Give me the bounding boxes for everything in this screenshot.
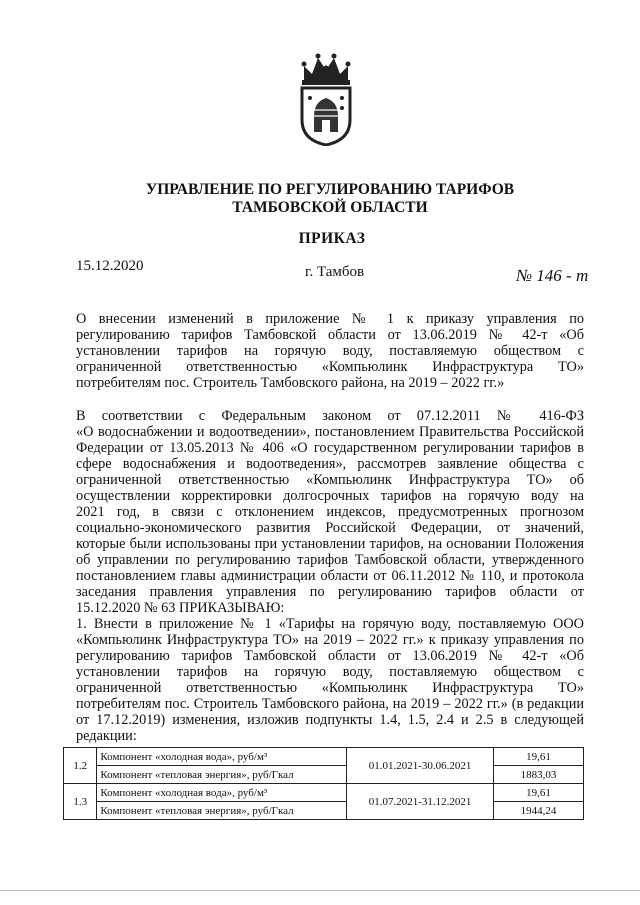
component-cell: Компонент «холодная вода», руб/м³ — [97, 748, 347, 766]
body-line: «Компьюлинк Инфраструктура ТО» на 2019 – 2022 гг.» к приказу управления по — [76, 632, 584, 648]
body-line: Федерации от 13.05.2013 № 406 «О государственном регулировании тарифов в — [76, 440, 584, 456]
body-line: В соответствии с Федеральным законом от 07.12.2011 № 416-ФЗ — [76, 408, 584, 424]
table-row — [64, 766, 584, 784]
body-line: ограниченной ответственностью «Компьюлинк Инфраструктура ТО» — [76, 680, 584, 696]
title-line: регулированию тарифов Тамбовской области от 13.06.2019 № 42-т «Об — [76, 327, 584, 343]
page-edge-divider — [0, 890, 640, 891]
body-line: заседания правления управления по регулированию тарифов области от — [76, 584, 584, 600]
order-body — [76, 408, 584, 744]
body-line: 2021 год, в связи с отклонением индексов, предусмотренных прогнозом — [76, 504, 584, 520]
value-cell: 1883,03 — [493, 766, 583, 784]
body-line: 15.12.2020 № 63 ПРИКАЗЫВАЮ: — [76, 600, 285, 616]
body-line: установлении тарифов на горячую воду, поставляемую обществом с — [76, 664, 584, 680]
title-line: О внесении изменений в приложение № 1 к приказу управления по — [76, 311, 584, 327]
body-line: ограниченной ответственностью «Компьюлинк Инфраструктура ТО» об — [76, 472, 584, 488]
row-number: 1.2 — [64, 748, 97, 784]
body-line: социально-экономического развития Российской Федерации, от значений, — [76, 520, 584, 536]
coat-of-arms-icon — [296, 50, 356, 146]
body-line: сфере водоснабжения и водоотведения», рассмотрев заявление общества с — [76, 456, 584, 472]
body-line: «О водоснабжении и водоотведении», постановлением Правительства Российской — [76, 424, 584, 440]
agency-name-line1: УПРАВЛЕНИЕ ПО РЕГУЛИРОВАНИЮ ТАРИФОВ — [145, 181, 515, 198]
title-line: ограниченной ответственностью «Компьюлинк Инфраструктура ТО» — [76, 359, 584, 375]
body-line: потребителям пос. Строитель Тамбовского района, на 2019 – 2022 гг.» (в редакции — [76, 696, 584, 712]
title-line: установлении тарифов на горячую воду, поставляемую обществом с — [76, 343, 584, 359]
period-cell: 01.07.2021-31.12.2021 — [347, 784, 494, 820]
body-line: которые были использованы при установлении тарифов, на основании Положения — [76, 536, 584, 552]
value-cell: 19,61 — [493, 784, 583, 802]
body-line: от 17.12.2019) изменения, изложив подпункты 1.4, 1.5, 2.4 и 2.5 в следующей — [76, 712, 584, 728]
document-date: 15.12.2020 — [76, 258, 144, 274]
row-number: 1.3 — [64, 784, 97, 820]
component-cell: Компонент «тепловая энергия», руб/Гкал — [97, 802, 347, 820]
document-type: ПРИКАЗ — [298, 230, 366, 247]
component-cell: Компонент «тепловая энергия», руб/Гкал — [97, 766, 347, 784]
tariff-table — [63, 747, 584, 820]
body-line: редакции: — [76, 728, 137, 744]
body-line: постановлением главы администрации области от 06.11.2012 № 110, и протокола — [76, 568, 584, 584]
order-title — [76, 311, 584, 391]
title-line: потребителям пос. Строитель Тамбовского района, на 2019 – 2022 гг.» — [76, 375, 505, 391]
table-row — [64, 784, 584, 802]
value-cell: 1944,24 — [493, 802, 583, 820]
agency-name-line2: ТАМБОВСКОЙ ОБЛАСТИ — [232, 199, 428, 216]
component-cell: Компонент «холодная вода», руб/м³ — [97, 784, 347, 802]
table-row — [64, 802, 584, 820]
period-cell: 01.01.2021-30.06.2021 — [347, 748, 494, 784]
body-line: 1. Внести в приложение № 1 «Тарифы на горячую воду, поставляемую ООО — [76, 616, 584, 632]
body-line: об управлении по регулированию тарифов Тамбовской области, утвержденного — [76, 552, 584, 568]
body-line: осуществлении корректировки долгосрочных тарифов на горячую воду на — [76, 488, 584, 504]
value-cell: 19,61 — [493, 748, 583, 766]
document-city: г. Тамбов — [305, 264, 365, 280]
table-row — [64, 748, 584, 766]
body-line: регулированию тарифов Тамбовской области от 13.06.2019 № 42-т «Об — [76, 648, 584, 664]
document-number: № 146 - т — [516, 266, 589, 285]
